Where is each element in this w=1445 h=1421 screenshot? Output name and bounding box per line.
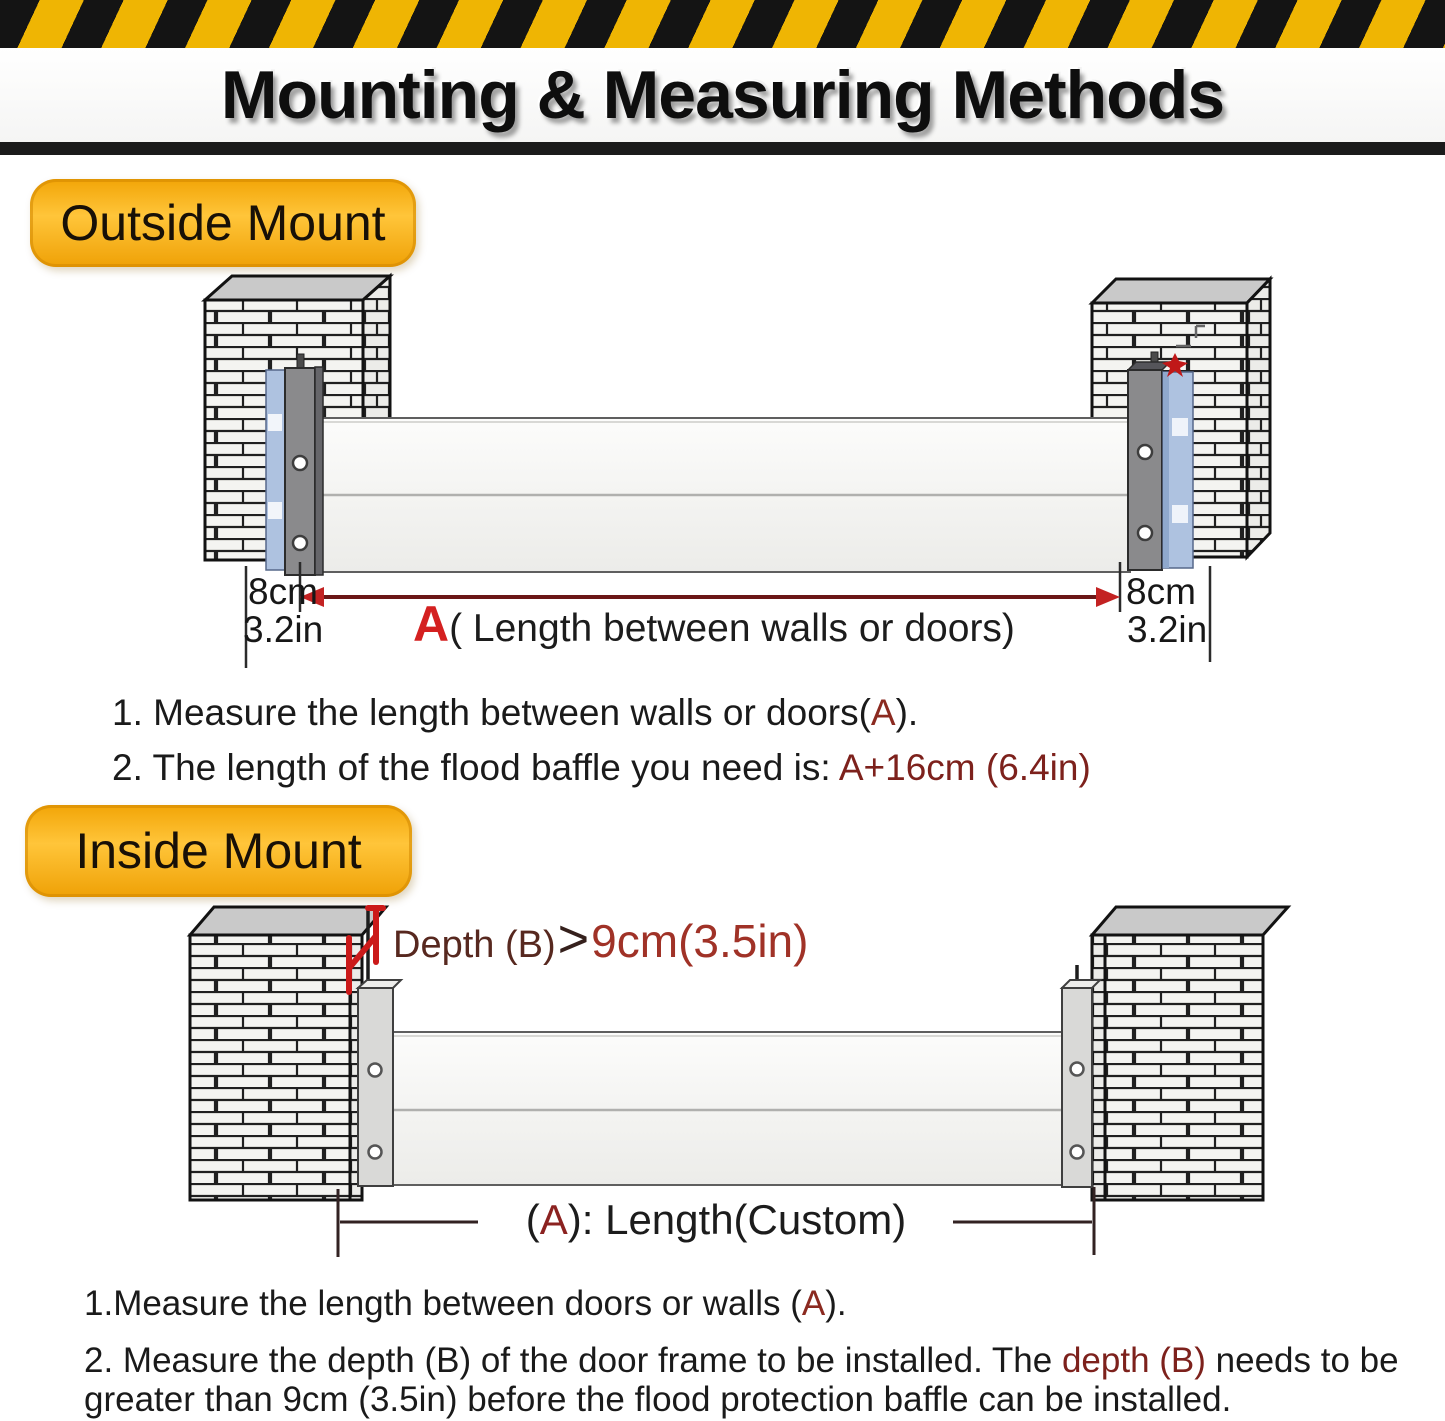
- title-band: [0, 48, 1445, 142]
- screw-hole: [369, 1146, 382, 1159]
- page-title: Mounting & Measuring Methods: [220, 57, 1225, 133]
- screw-hole: [369, 1064, 382, 1077]
- screw-hole: [1138, 445, 1152, 459]
- flood-barrier-panel: [322, 418, 1130, 572]
- inside-step-2: 2. Measure the depth (B) of the door frame to be installed. The depth (B) needs to be greater than 9cm (3.5in) before the flood protection baffle can be installed.: [84, 1341, 1399, 1419]
- flood-barrier-panel: [393, 1032, 1062, 1185]
- length-letter-a: A: [413, 596, 450, 652]
- right-seal-strip: [1162, 353, 1193, 568]
- inside-mount-badge-label: Inside Mount: [75, 823, 362, 879]
- inside-step-1: 1.Measure the length between doors or walls (A).: [84, 1284, 847, 1323]
- inside-mount-badge: [25, 805, 412, 897]
- header-divider: [0, 142, 1445, 155]
- outside-mount-instructions: [112, 692, 1091, 802]
- inside-mount-instructions: [84, 1284, 1429, 1419]
- custom-length-label: (A): Length(Custom): [525, 1196, 907, 1243]
- screw-hole: [1138, 526, 1152, 540]
- screw-hole: [293, 456, 307, 470]
- screw-hole: [293, 536, 307, 550]
- greater-than-sign: >: [557, 909, 590, 969]
- hazard-stripe-band: [0, 0, 1445, 48]
- left-offset-in: 3.2in: [243, 609, 324, 650]
- length-between-walls-label: A ( Length between walls or doors): [413, 596, 1015, 652]
- outside-mount-badge-label: Outside Mount: [60, 195, 386, 251]
- screw-hole: [1071, 1063, 1084, 1076]
- left-mounting-bracket: [285, 354, 323, 575]
- outside-step-2: 2. The length of the flood baffle you need is: A+16cm (6.4in): [112, 747, 1091, 788]
- left-seal-strip: [266, 370, 285, 570]
- screw-hole: [1071, 1146, 1084, 1159]
- right-offset-cm: 8cm: [1126, 571, 1196, 612]
- depth-requirement-label: Depth (B) > 9cm(3.5in): [393, 909, 809, 969]
- left-brick-pillar: [190, 907, 386, 1200]
- right-brick-pillar: [1092, 907, 1288, 1200]
- left-offset-cm: 8cm: [248, 571, 318, 612]
- right-offset-in: 3.2in: [1127, 609, 1208, 650]
- outside-step-1: 1. Measure the length between walls or doors(A).: [112, 692, 919, 733]
